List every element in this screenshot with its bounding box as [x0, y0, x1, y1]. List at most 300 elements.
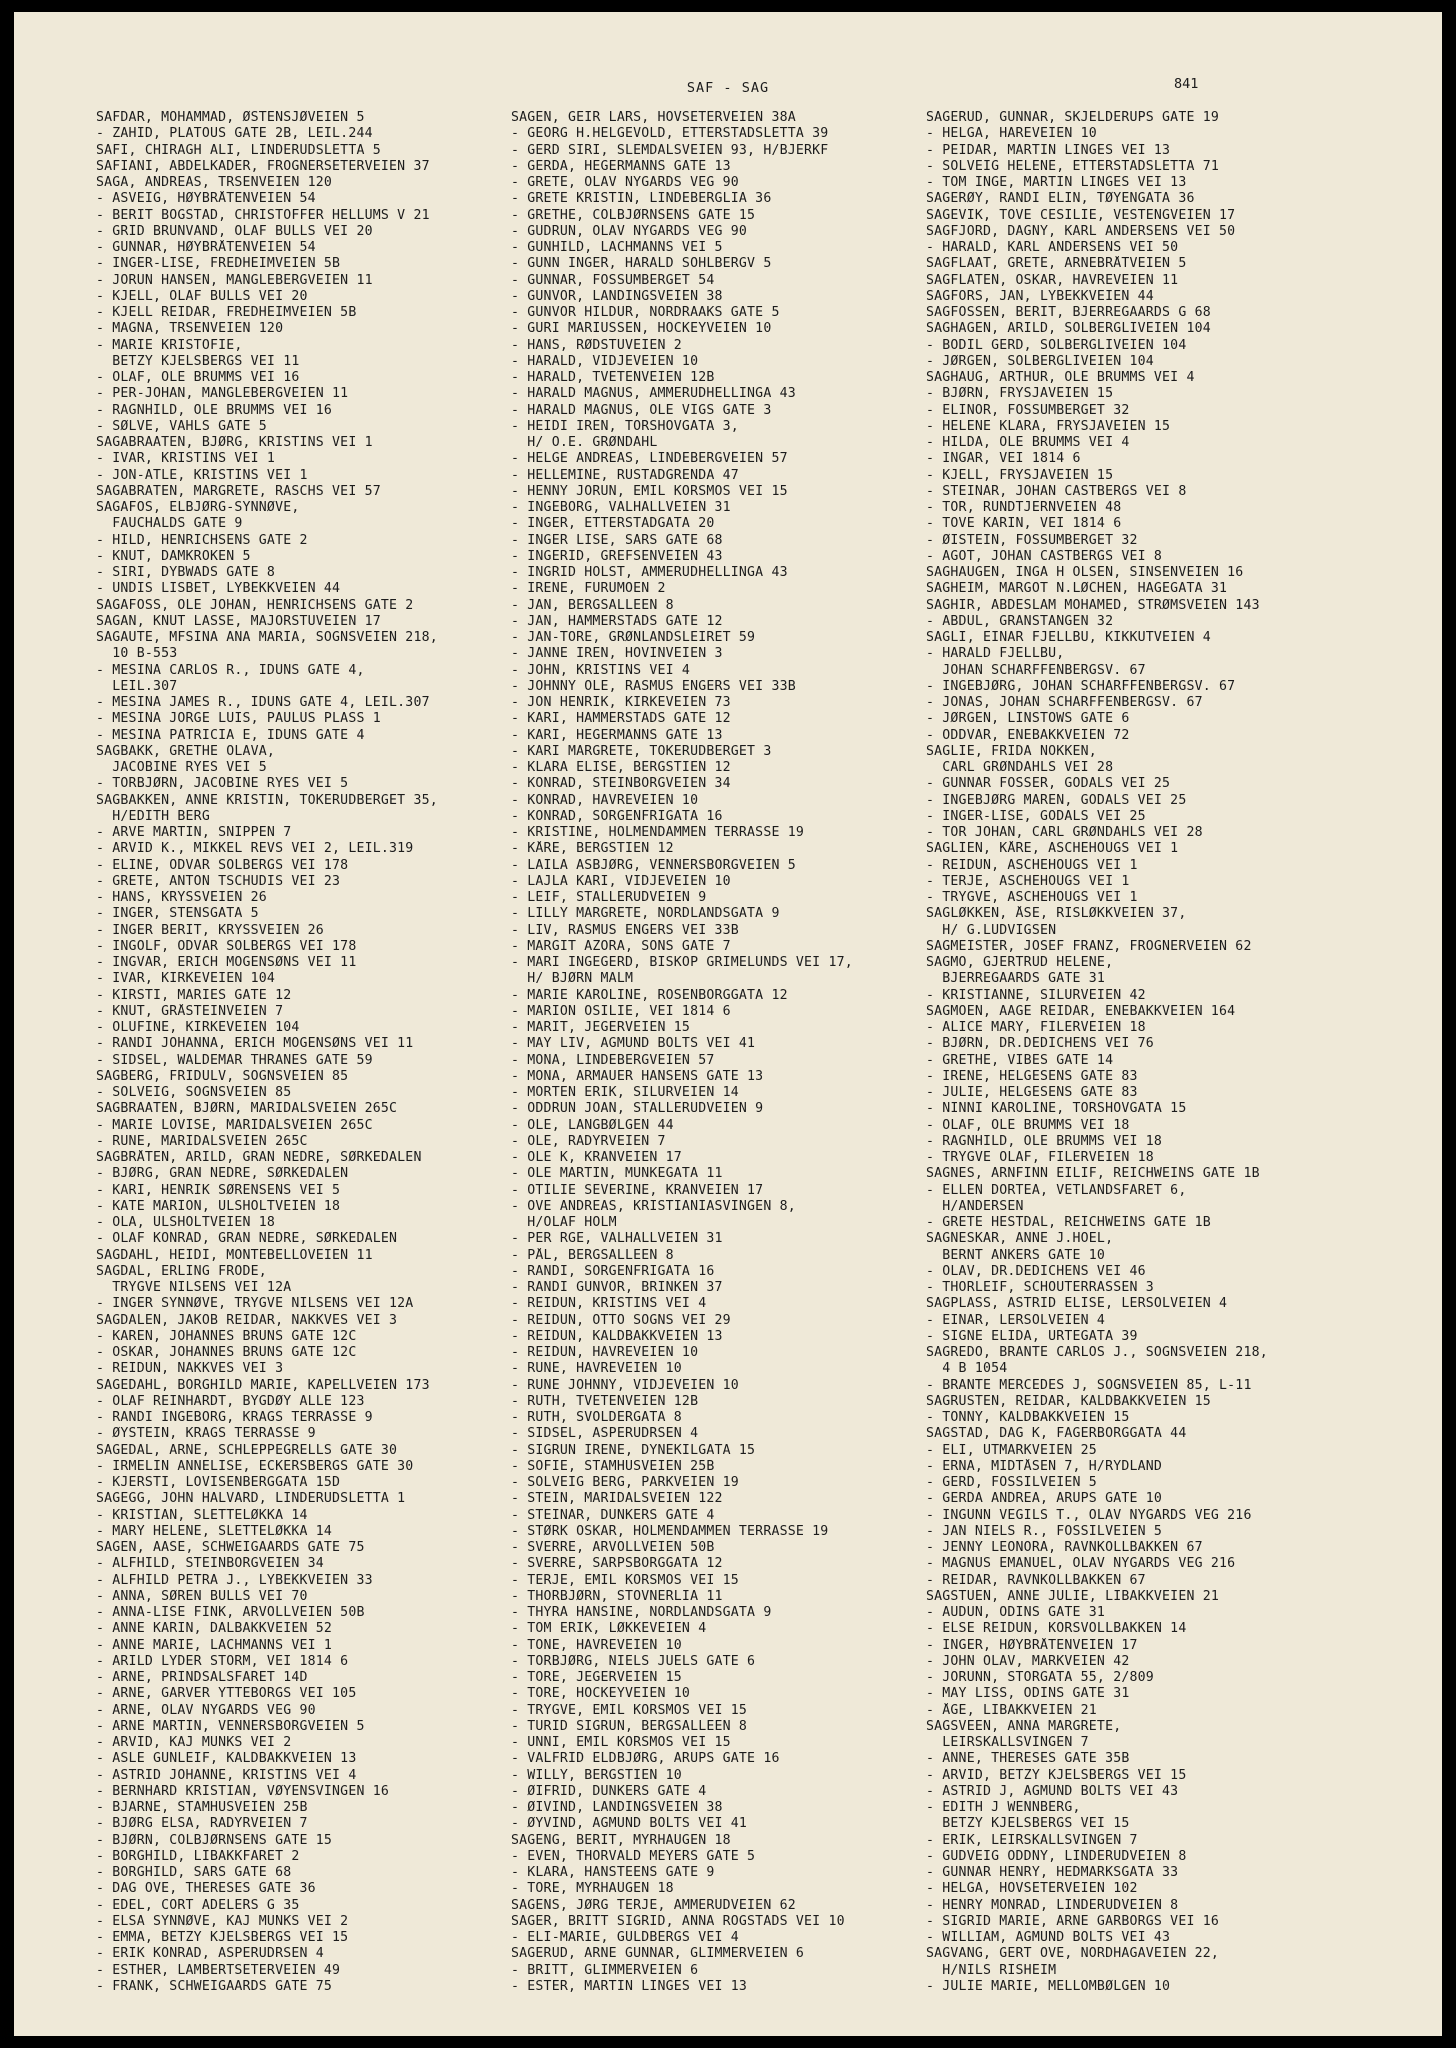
- directory-entry-line: SAGLØKKEN, ÅSE, RISLØKKVEIEN 37,: [926, 906, 1187, 922]
- directory-entry-line: - KÅRE, BERGSTIEN 12: [511, 841, 674, 857]
- directory-entry-line: - JULIE, HELGESENS GATE 83: [926, 1085, 1138, 1100]
- directory-entry-line: - HARALD MAGNUS, OLE VIGS GATE 3: [511, 402, 772, 418]
- directory-entry-line: - ARNE MARTIN, VENNERSBORGVEIEN 5: [96, 1718, 365, 1734]
- directory-entry-line: SAGERUD, ARNE GUNNAR, GLIMMERVEIEN 6: [511, 1946, 805, 1962]
- directory-entry-line: SAGNESKAR, ANNE J.HOEL,: [926, 1231, 1114, 1247]
- directory-entry-line: - ØIVIND, LANDINGSVEIEN 38: [511, 1800, 723, 1815]
- directory-entry-line: - EDITH J WENNBERG,: [926, 1800, 1081, 1815]
- directory-entry-line: - AUDUN, ODINS GATE 31: [926, 1605, 1106, 1620]
- directory-entry-line: - ANNE, THERESES GATE 35B: [926, 1751, 1130, 1767]
- directory-entry-line: - MAY LIV, AGMUND BOLTS VEI 41: [511, 1036, 756, 1052]
- page-number: 841: [1174, 76, 1199, 92]
- directory-entry-line: LEIRSKALLSVINGEN 7: [926, 1735, 1089, 1750]
- directory-entry-line: - THORLEIF, SCHOUTERRASSEN 3: [926, 1280, 1154, 1295]
- directory-entry-line: 4 B 1054: [926, 1361, 1008, 1377]
- directory-entry-line: - MARION OSILIE, VEI 1814 6: [511, 1003, 731, 1019]
- directory-entry-line: - INGER LISE, SARS GATE 68: [511, 532, 723, 548]
- directory-entry-line: - HELGA, HOVSETERVEIEN 102: [926, 1881, 1138, 1897]
- directory-entry-line: H/EDITH BERG: [96, 808, 210, 824]
- directory-entry-line: - INGER-LISE, FREDHEIMVEIEN 5B: [96, 256, 341, 272]
- directory-entry-line: SAGHEIM, MARGOT N.LØCHEN, HAGEGATA 31: [926, 581, 1228, 597]
- directory-entry-line: - REIDUN, OTTO SOGNS VEI 29: [511, 1312, 731, 1328]
- directory-entry-line: - KONRAD, HAVREVEIEN 10: [511, 792, 699, 808]
- directory-entry-line: - JØRGEN, LINSTOWS GATE 6: [926, 711, 1130, 727]
- directory-entry-line: - JORUN HANSEN, MANGLEBERGVEIEN 11: [96, 272, 373, 288]
- directory-entry-line: - KNUT, DAMKROKEN 5: [96, 548, 251, 564]
- directory-entry-line: - SVERRE, ARVOLLVEIEN 50B: [511, 1540, 715, 1555]
- directory-entry-line: SAGABRAATEN, BJØRG, KRISTINS VEI 1: [96, 435, 373, 450]
- directory-entry-line: TRYGVE NILSENS VEI 12A: [96, 1280, 292, 1295]
- directory-entry-line: - BODIL GERD, SOLBERGLIVEIEN 104: [926, 337, 1187, 353]
- directory-entry-line: - ALICE MARY, FILERVEIEN 18: [926, 1020, 1146, 1035]
- directory-entry-line: - INGVAR, ERICH MOGENSØNS VEI 11: [96, 955, 357, 970]
- directory-entry-line: - JENNY LEONORA, RAVNKOLLBAKKEN 67: [926, 1540, 1203, 1555]
- column-3: [926, 110, 1346, 1995]
- directory-entry-line: SAGDALEN, JAKOB REIDAR, NAKKVES VEI 3: [96, 1312, 398, 1328]
- directory-entry-line: - TOM INGE, MARTIN LINGES VEI 13: [926, 175, 1187, 190]
- directory-entry-line: SAGFJORD, DAGNY, KARL ANDERSENS VEI 50: [926, 223, 1236, 239]
- directory-entry-line: SAGBERG, FRIDULV, SOGNSVEIEN 85: [96, 1068, 349, 1084]
- directory-entry-line: SAGFORS, JAN, LYBEKKVEIEN 44: [926, 288, 1154, 304]
- directory-entry-line: - ELLEN DORTEA, VETLANDSFARET 6,: [926, 1182, 1187, 1198]
- directory-entry-line: - MAY LISS, ODINS GATE 31: [926, 1686, 1130, 1702]
- directory-entry-line: - BERNHARD KRISTIAN, VØYENSVINGEN 16: [96, 1783, 390, 1799]
- directory-entry-line: - INGOLF, ODVAR SOLBERGS VEI 178: [96, 938, 357, 954]
- directory-entry-line: - GUNVOR HILDUR, NORDRAAKS GATE 5: [511, 305, 780, 320]
- directory-entry-line: - IRENE, FURUMOEN 2: [511, 581, 666, 597]
- directory-entry-line: SAGMO, GJERTRUD HELENE,: [926, 955, 1114, 970]
- directory-entry-line: - RUNE JOHNNY, VIDJEVEIEN 10: [511, 1377, 739, 1393]
- directory-entry-line: - OLAF REINHARDT, BYGDØY ALLE 123: [96, 1393, 365, 1409]
- directory-entry-line: - INGER, ETTERSTADGATA 20: [511, 516, 715, 532]
- directory-entry-line: - OLE, LANGBØLGEN 44: [511, 1117, 674, 1133]
- directory-entry-line: - OSKAR, JOHANNES BRUNS GATE 12C: [96, 1345, 357, 1360]
- directory-entry-line: - TORE, HOCKEYVEIEN 10: [511, 1686, 691, 1702]
- directory-entry-line: SAFDAR, MOHAMMAD, ØSTENSJØVEIEN 5: [96, 110, 365, 125]
- directory-entry-line: - GUNN INGER, HARALD SOHLBERGV 5: [511, 256, 772, 272]
- directory-entry-line: SAGEVIK, TOVE CESILIE, VESTENGVEIEN 17: [926, 207, 1236, 223]
- directory-entry-line: - SIDSEL, ASPERUDRSEN 4: [511, 1426, 699, 1442]
- directory-entry-line: - JON-ATLE, KRISTINS VEI 1: [96, 467, 308, 483]
- directory-entry-line: - INGERID, GREFSENVEIEN 43: [511, 548, 723, 564]
- directory-entry-line: - AGOT, JOHAN CASTBERGS VEI 8: [926, 548, 1163, 564]
- directory-entry-line: SAGLIE, FRIDA NOKKEN,: [926, 743, 1097, 759]
- directory-entry-line: - BJØRG, GRAN NEDRE, SØRKEDALEN: [96, 1166, 349, 1182]
- directory-entry-line: - JORUNN, STORGATA 55, 2/809: [926, 1670, 1154, 1685]
- directory-entry-line: - HARALD, TVETENVEIEN 12B: [511, 370, 715, 385]
- directory-entry-line: - INGRID HOLST, AMMERUDHELLINGA 43: [511, 565, 788, 580]
- directory-entry-line: - ØYVIND, AGMUND BOLTS VEI 41: [511, 1816, 748, 1832]
- directory-entry-line: - MARY HELENE, SLETTELØKKA 14: [96, 1523, 333, 1539]
- directory-entry-line: - RANDI GUNVOR, BRINKEN 37: [511, 1280, 723, 1295]
- directory-entry-line: - GRETE, OLAV NYGARDS VEG 90: [511, 175, 739, 190]
- directory-entry-line: - JAN, BERGSALLEEN 8: [511, 597, 674, 613]
- directory-entry-line: - INGER, HØYBRÅTENVEIEN 17: [926, 1637, 1138, 1653]
- directory-entry-line: - INGUNN VEGILS T., OLAV NYGARDS VEG 216: [926, 1507, 1252, 1523]
- directory-entry-line: - KONRAD, STEINBORGVEIEN 34: [511, 776, 731, 792]
- directory-entry-line: - IRENE, HELGESENS GATE 83: [926, 1068, 1138, 1084]
- directory-entry-line: BETZY KJELSBERGS VEI 11: [96, 353, 300, 369]
- directory-entry-line: - GUNNAR, HØYBRÅTENVEIEN 54: [96, 240, 316, 255]
- directory-entry-line: - DAG OVE, THERESES GATE 36: [96, 1881, 316, 1897]
- directory-entry-line: - ESTHER, LAMBERTSETERVEIEN 49: [96, 1962, 341, 1978]
- directory-entry-line: - RUNE, HAVREVEIEN 10: [511, 1361, 682, 1377]
- directory-entry-line: - MARIE KAROLINE, ROSENBORGGATA 12: [511, 987, 788, 1003]
- directory-entry-line: - TERJE, ASCHEHOUGS VEI 1: [926, 873, 1130, 889]
- directory-entry-line: SAFIANI, ABDELKADER, FROGNERSETERVEIEN 37: [96, 158, 430, 174]
- directory-entry-line: - REIDUN, NAKKVES VEI 3: [96, 1361, 284, 1377]
- directory-entry-line: - HELGE ANDREAS, LINDEBERGVEIEN 57: [511, 451, 788, 467]
- directory-entry-line: - INGAR, VEI 1814 6: [926, 451, 1081, 467]
- directory-entry-line: - MARI INGEGERD, BISKOP GRIMELUNDS VEI 17,: [511, 955, 853, 970]
- directory-entry-line: SAGSVEEN, ANNA MARGRETE,: [926, 1718, 1122, 1734]
- directory-entry-line: - PEIDAR, MARTIN LINGES VEI 13: [926, 142, 1171, 158]
- directory-entry-line: SAGNES, ARNFINN EILIF, REICHWEINS GATE 1B: [926, 1166, 1260, 1182]
- directory-entry-line: - SIDSEL, WALDEMAR THRANES GATE 59: [96, 1052, 373, 1068]
- directory-entry-line: SAGHAUGEN, INGA H OLSEN, SINSENVEIEN 16: [926, 565, 1244, 580]
- directory-entry-line: JACOBINE RYES VEI 5: [96, 760, 267, 775]
- column-2: [511, 110, 931, 1995]
- directory-entry-line: - BERIT BOGSTAD, CHRISTOFFER HELLUMS V 21: [96, 207, 430, 223]
- directory-entry-line: - MARIE LOVISE, MARIDALSVEIEN 265C: [96, 1117, 373, 1133]
- directory-entry-line: - LIV, RASMUS ENGERS VEI 33B: [511, 922, 739, 938]
- directory-entry-line: - HARALD, VIDJEVEIEN 10: [511, 353, 699, 369]
- directory-entry-line: - SIGRUN IRENE, DYNEKILGATA 15: [511, 1442, 756, 1458]
- directory-entry-line: - BJØRN, DR.DEDICHENS VEI 76: [926, 1036, 1154, 1052]
- directory-entry-line: - OLAF, OLE BRUMMS VEI 16: [96, 370, 300, 385]
- directory-entry-line: SAGHIR, ABDESLAM MOHAMED, STRØMSVEIEN 143: [926, 597, 1260, 613]
- directory-entry-line: - IVAR, KRISTINS VEI 1: [96, 451, 276, 467]
- directory-entry-line: SAGHAUG, ARTHUR, OLE BRUMMS VEI 4: [926, 370, 1195, 385]
- directory-entry-line: - JØRGEN, SOLBERGLIVEIEN 104: [926, 353, 1154, 369]
- directory-entry-line: - STEINAR, DUNKERS GATE 4: [511, 1507, 715, 1523]
- directory-entry-line: - GUNNAR, FOSSUMBERGET 54: [511, 272, 715, 288]
- directory-entry-line: - KJELL, FRYSJAVEIEN 15: [926, 467, 1114, 483]
- directory-entry-line: - HARALD FJELLBU,: [926, 646, 1065, 662]
- directory-entry-line: SAGBAKK, GRETHE OLAVA,: [96, 743, 276, 759]
- directory-entry-line: - OLE K, KRANVEIEN 17: [511, 1150, 682, 1165]
- directory-entry-line: - MESINA JAMES R., IDUNS GATE 4, LEIL.307: [96, 695, 430, 710]
- directory-entry-line: SAGRUSTEN, REIDAR, KALDBAKKVEIEN 15: [926, 1393, 1211, 1409]
- directory-entry-line: - STEIN, MARIDALSVEIEN 122: [511, 1491, 723, 1507]
- directory-entry-line: - ERIK, LEIRSKALLSVINGEN 7: [926, 1832, 1138, 1848]
- directory-entry-line: - KNUT, GRÅSTEINVEIEN 7: [96, 1003, 284, 1019]
- directory-entry-line: - SOLVEIG HELENE, ETTERSTADSLETTA 71: [926, 158, 1220, 174]
- directory-entry-line: SAGABRATEN, MARGRETE, RASCHS VEI 57: [96, 483, 381, 499]
- directory-entry-line: - OLAF KONRAD, GRAN NEDRE, SØRKEDALEN: [96, 1231, 398, 1247]
- directory-entry-line: - HEIDI IREN, TORSHOVGATA 3,: [511, 418, 739, 434]
- directory-entry-line: - TURID SIGRUN, BERGSALLEEN 8: [511, 1718, 748, 1734]
- directory-entry-line: - ELSA SYNNØVE, KAJ MUNKS VEI 2: [96, 1913, 349, 1929]
- directory-entry-line: - REIDUN, KALDBAKKVEIEN 13: [511, 1328, 723, 1344]
- directory-entry-line: - TORBJØRN, JACOBINE RYES VEI 5: [96, 776, 349, 792]
- directory-entry-line: SAGFLAAT, GRETE, ARNEBRÅTVEIEN 5: [926, 256, 1187, 272]
- directory-entry-line: - GRID BRUNVAND, OLAF BULLS VEI 20: [96, 223, 373, 239]
- directory-entry-line: - OLA, ULSHOLTVEIEN 18: [96, 1215, 276, 1230]
- directory-entry-line: - INGEBJØRG MAREN, GODALS VEI 25: [926, 792, 1187, 808]
- directory-entry-line: SAGENG, BERIT, MYRHAUGEN 18: [511, 1832, 731, 1848]
- directory-entry-line: - LEIF, STALLERUDVEIEN 9: [511, 890, 707, 905]
- directory-entry-line: SAGERUD, GUNNAR, SKJELDERUPS GATE 19: [926, 110, 1220, 125]
- directory-entry-line: - OLAV, DR.DEDICHENS VEI 46: [926, 1263, 1146, 1279]
- directory-entry-line: - JONAS, JOHAN SCHARFFENBERGSV. 67: [926, 695, 1203, 710]
- directory-entry-line: SAGAUTE, MFSINA ANA MARIA, SOGNSVEIEN 218,: [96, 630, 438, 645]
- directory-entry-line: - ARNE, PRINDSALSFARET 14D: [96, 1670, 308, 1685]
- directory-entry-line: - SVERRE, SARPSBORGGATA 12: [511, 1556, 723, 1572]
- directory-entry-line: - ABDUL, GRANSTANGEN 32: [926, 613, 1114, 629]
- directory-entry-line: - EINAR, LERSOLVEIEN 4: [926, 1312, 1106, 1328]
- directory-entry-line: - HILDA, OLE BRUMMS VEI 4: [926, 435, 1130, 450]
- directory-entry-line: - BJARNE, STAMHUSVEIEN 25B: [96, 1800, 308, 1815]
- directory-entry-line: SAGPLASS, ASTRID ELISE, LERSOLVEIEN 4: [926, 1296, 1228, 1312]
- directory-entry-line: - GRETE, ANTON TSCHUDIS VEI 23: [96, 873, 341, 889]
- directory-entry-line: - ZAHID, PLATOUS GATE 2B, LEIL.244: [96, 126, 373, 142]
- directory-entry-line: - PÅL, BERGSALLEEN 8: [511, 1247, 674, 1263]
- directory-entry-line: - ASLE GUNLEIF, KALDBAKKVEIEN 13: [96, 1751, 357, 1767]
- directory-entry-line: - KRISTIANNE, SILURVEIEN 42: [926, 987, 1146, 1003]
- directory-entry-line: - SIGRID MARIE, ARNE GARBORGS VEI 16: [926, 1913, 1220, 1929]
- directory-entry-line: - MESINA CARLOS R., IDUNS GATE 4,: [96, 662, 365, 678]
- directory-entry-line: - MESINA JORGE LUIS, PAULUS PLASS 1: [96, 711, 381, 727]
- directory-entry-line: - ELI-MARIE, GULDBERGS VEI 4: [511, 1930, 739, 1945]
- directory-entry-line: 10 B-553: [96, 646, 178, 662]
- directory-entry-line: SAGDAL, ERLING FRODE,: [96, 1263, 267, 1279]
- directory-entry-line: - KJELL, OLAF BULLS VEI 20: [96, 288, 308, 304]
- directory-entry-line: - TOVE KARIN, VEI 1814 6: [926, 516, 1122, 532]
- directory-entry-line: - HANS, RØDSTUVEIEN 2: [511, 337, 682, 353]
- directory-entry-line: H/ G.LUDVIGSEN: [926, 922, 1057, 938]
- directory-entry-line: SAGEGG, JOHN HALVARD, LINDERUDSLETTA 1: [96, 1491, 406, 1507]
- directory-entry-line: SAGAFOS, ELBJØRG-SYNNØVE,: [96, 500, 300, 515]
- directory-entry-line: - KRISTINE, HOLMENDAMMEN TERRASSE 19: [511, 825, 805, 840]
- directory-entry-line: H/ANDERSEN: [926, 1198, 1024, 1214]
- directory-entry-line: SAFI, CHIRAGH ALI, LINDERUDSLETTA 5: [96, 142, 381, 158]
- directory-entry-line: SAGAN, KNUT LASSE, MAJORSTUVEIEN 17: [96, 613, 381, 629]
- directory-entry-line: - SOFIE, STAMHUSVEIEN 25B: [511, 1458, 715, 1474]
- directory-entry-line: - KRISTIAN, SLETTELØKKA 14: [96, 1507, 308, 1523]
- directory-entry-line: - INGEBORG, VALHALLVEIEN 31: [511, 500, 731, 515]
- directory-entry-line: - HELENE KLARA, FRYSJAVEIEN 15: [926, 418, 1171, 434]
- directory-entry-line: - UNDIS LISBET, LYBEKKVEIEN 44: [96, 581, 341, 597]
- directory-entry-line: SAGDAHL, HEIDI, MONTEBELLOVEIEN 11: [96, 1247, 373, 1263]
- directory-entry-line: - LILLY MARGRETE, NORDLANDSGATA 9: [511, 906, 780, 922]
- directory-entry-line: - TOR JOHAN, CARL GRØNDAHLS VEI 28: [926, 825, 1203, 840]
- directory-entry-line: - JON HENRIK, KIRKEVEIEN 73: [511, 695, 731, 710]
- directory-entry-line: BETZY KJELSBERGS VEI 15: [926, 1816, 1130, 1832]
- directory-entry-line: - ODDRUN JOAN, STALLERUDVEIEN 9: [511, 1101, 764, 1117]
- page-header-title: SAF - SAG: [686, 80, 770, 96]
- directory-entry-line: - KJELL REIDAR, FREDHEIMVEIEN 5B: [96, 305, 357, 320]
- directory-entry-line: - SIRI, DYBWADS GATE 8: [96, 565, 276, 580]
- directory-entry-line: - THYRA HANSINE, NORDLANDSGATA 9: [511, 1605, 772, 1620]
- directory-entry-line: - TOM ERIK, LØKKEVEIEN 4: [511, 1621, 707, 1637]
- directory-entry-line: - INGER SYNNØVE, TRYGVE NILSENS VEI 12A: [96, 1296, 414, 1312]
- directory-entry-line: - IVAR, KIRKEVEIEN 104: [96, 971, 276, 987]
- directory-entry-line: - STEINAR, JOHAN CASTBERGS VEI 8: [926, 483, 1187, 499]
- directory-entry-line: - ANNE MARIE, LACHMANNS VEI 1: [96, 1637, 333, 1653]
- directory-entry-line: - ASVEIG, HØYBRÅTENVEIEN 54: [96, 191, 316, 207]
- directory-entry-line: - ERIK KONRAD, ASPERUDRSEN 4: [96, 1946, 324, 1962]
- directory-entry-line: FAUCHALDS GATE 9: [96, 516, 243, 532]
- directory-entry-line: - KARI, HEGERMANNS GATE 13: [511, 727, 723, 743]
- directory-entry-line: - RUNE, MARIDALSVEIEN 265C: [96, 1133, 308, 1149]
- directory-entry-line: - LAILA ASBJØRG, VENNERSBORGVEIEN 5: [511, 857, 796, 873]
- directory-entry-line: H/OLAF HOLM: [511, 1215, 617, 1230]
- directory-entry-line: - SOLVEIG, SOGNSVEIEN 85: [96, 1085, 292, 1100]
- directory-entry-line: - OLUFINE, KIRKEVEIEN 104: [96, 1020, 300, 1035]
- directory-entry-line: - HENNY JORUN, EMIL KORSMOS VEI 15: [511, 483, 788, 499]
- directory-entry-line: - ØISTEIN, FOSSUMBERGET 32: [926, 532, 1138, 548]
- directory-entry-line: - ELI, UTMARKVEIEN 25: [926, 1442, 1097, 1458]
- directory-entry-line: - MONA, LINDEBERGVEIEN 57: [511, 1052, 715, 1068]
- directory-entry-line: SAGENS, JØRG TERJE, AMMERUDVEIEN 62: [511, 1897, 796, 1913]
- directory-entry-line: - JOHN OLAV, MARKVEIEN 42: [926, 1653, 1130, 1669]
- directory-entry-line: SAGLI, EINAR FJELLBU, KIKKUTVEIEN 4: [926, 630, 1211, 645]
- directory-entry-line: - KIRSTI, MARIES GATE 12: [96, 987, 292, 1003]
- directory-entry-line: - OLE MARTIN, MUNKEGATA 11: [511, 1166, 723, 1182]
- directory-entry-line: - HILD, HENRICHSENS GATE 2: [96, 532, 308, 548]
- directory-entry-line: - TRYGVE, EMIL KORSMOS VEI 15: [511, 1702, 748, 1718]
- directory-entry-line: SAGERØY, RANDI ELIN, TØYENGATA 36: [926, 191, 1195, 207]
- directory-entry-line: - TRYGVE OLAF, FILERVEIEN 18: [926, 1150, 1154, 1165]
- directory-entry-line: - TRYGVE, ASCHEHOUGS VEI 1: [926, 890, 1138, 905]
- directory-entry-line: - FRANK, SCHWEIGAARDS GATE 75: [96, 1978, 333, 1994]
- directory-entry-line: - ALFHILD PETRA J., LYBEKKVEIEN 33: [96, 1572, 373, 1588]
- directory-entry-line: - ARNE, OLAV NYGARDS VEG 90: [96, 1702, 316, 1718]
- directory-entry-line: - ODDVAR, ENEBAKKVEIEN 72: [926, 727, 1130, 743]
- directory-entry-line: - GUNNAR HENRY, HEDMARKSGATA 33: [926, 1865, 1179, 1880]
- directory-entry-line: - MARGIT AZORA, SONS GATE 7: [511, 938, 731, 954]
- directory-entry-line: - KARI, HAMMERSTADS GATE 12: [511, 711, 731, 727]
- directory-entry-line: CARL GRØNDAHLS VEI 28: [926, 760, 1114, 775]
- directory-entry-line: - EMMA, BETZY KJELSBERGS VEI 15: [96, 1930, 349, 1945]
- directory-entry-line: - JAN, HAMMERSTADS GATE 12: [511, 613, 723, 629]
- directory-entry-line: - ØIFRID, DUNKERS GATE 4: [511, 1783, 707, 1799]
- directory-entry-line: - TORBJØRG, NIELS JUELS GATE 6: [511, 1653, 756, 1669]
- directory-entry-line: - RANDI INGEBORG, KRAGS TERRASSE 9: [96, 1410, 373, 1425]
- directory-entry-line: - ASTRID JOHANNE, KRISTINS VEI 4: [96, 1767, 357, 1783]
- directory-entry-line: - ÅGE, LIBAKKVEIEN 21: [926, 1702, 1097, 1718]
- directory-entry-line: SAGSTAD, DAG K, FAGERBORGGATA 44: [926, 1426, 1187, 1442]
- directory-entry-line: - GRETHE, VIBES GATE 14: [926, 1052, 1114, 1068]
- directory-entry-line: - GUDRUN, OLAV NYGARDS VEG 90: [511, 223, 748, 239]
- directory-entry-line: - BJØRN, FRYSJAVEIEN 15: [926, 386, 1114, 402]
- directory-entry-line: - EVEN, THORVALD MEYERS GATE 5: [511, 1848, 756, 1864]
- directory-entry-line: - WILLIAM, AGMUND BOLTS VEI 43: [926, 1930, 1171, 1945]
- directory-entry-line: - PER-JOHAN, MANGLEBERGVEIEN 11: [96, 386, 349, 402]
- directory-entry-line: - MONA, ARMAUER HANSENS GATE 13: [511, 1068, 764, 1084]
- directory-entry-line: - OLE, RADYRVEIEN 7: [511, 1133, 666, 1149]
- directory-entry-line: - BRANTE MERCEDES J, SOGNSVEIEN 85, L-11: [926, 1377, 1252, 1393]
- directory-entry-line: - OLAF, OLE BRUMMS VEI 18: [926, 1117, 1130, 1133]
- directory-entry-line: - RANDI JOHANNA, ERICH MOGENSØNS VEI 11: [96, 1036, 414, 1052]
- directory-entry-line: SAGBAKKEN, ANNE KRISTIN, TOKERUDBERGET 35,: [96, 792, 438, 808]
- directory-entry-line: - TONNY, KALDBAKKVEIEN 15: [926, 1410, 1130, 1425]
- directory-entry-line: - GUNVOR, LANDINGSVEIEN 38: [511, 288, 723, 304]
- directory-entry-line: - ELINE, ODVAR SOLBERGS VEI 178: [96, 857, 349, 873]
- directory-entry-line: SAGAFOSS, OLE JOHAN, HENRICHSENS GATE 2: [96, 597, 414, 613]
- directory-entry-line: LEIL.307: [96, 678, 178, 694]
- directory-entry-line: - BRITT, GLIMMERVEIEN 6: [511, 1962, 699, 1978]
- directory-entry-line: - PER RGE, VALHALLVEIEN 31: [511, 1231, 723, 1247]
- directory-entry-line: - ARVID, BETZY KJELSBERGS VEI 15: [926, 1767, 1187, 1783]
- directory-entry-line: - ANNA, SØREN BULLS VEI 70: [96, 1588, 308, 1604]
- directory-entry-line: SAGREDO, BRANTE CARLOS J., SOGNSVEIEN 218,: [926, 1345, 1268, 1360]
- directory-entry-line: SAGMOEN, AAGE REIDAR, ENEBAKKVEIEN 164: [926, 1003, 1236, 1019]
- directory-entry-line: - ELSE REIDUN, KORSVOLLBAKKEN 14: [926, 1621, 1187, 1637]
- directory-entry-line: - INGEBJØRG, JOHAN SCHARFFENBERGSV. 67: [926, 678, 1236, 694]
- directory-entry-line: - INGER BERIT, KRYSSVEIEN 26: [96, 922, 324, 938]
- directory-entry-line: - MORTEN ERIK, SILURVEIEN 14: [511, 1085, 739, 1100]
- directory-entry-line: - INGER-LISE, GODALS VEI 25: [926, 808, 1146, 824]
- directory-entry-line: SAGEDAHL, BORGHILD MARIE, KAPELLVEIEN 173: [96, 1377, 430, 1393]
- directory-entry-line: - TOR, RUNDTJERNVEIEN 48: [926, 500, 1122, 515]
- directory-entry-line: - ELINOR, FOSSUMBERGET 32: [926, 402, 1130, 418]
- directory-entry-line: - RAGNHILD, OLE BRUMMS VEI 16: [96, 402, 333, 418]
- directory-entry-line: - KARI MARGRETE, TOKERUDBERGET 3: [511, 743, 772, 759]
- directory-entry-line: - GURI MARIUSSEN, HOCKEYVEIEN 10: [511, 321, 772, 337]
- directory-entry-line: SAGBRAATEN, BJØRN, MARIDALSVEIEN 265C: [96, 1101, 398, 1117]
- directory-entry-line: SAGFOSSEN, BERIT, BJERREGAARDS G 68: [926, 305, 1211, 320]
- directory-entry-line: - GUNNAR FOSSER, GODALS VEI 25: [926, 776, 1171, 792]
- directory-entry-line: - KARI, HENRIK SØRENSENS VEI 5: [96, 1182, 341, 1198]
- directory-entry-line: - EDEL, CORT ADELERS G 35: [96, 1897, 300, 1913]
- directory-entry-line: - TORE, JEGERVEIEN 15: [511, 1670, 682, 1685]
- directory-entry-line: H/ O.E. GRØNDAHL: [511, 435, 658, 450]
- directory-entry-line: - KONRAD, SORGENFRIGATA 16: [511, 808, 723, 824]
- directory-entry-line: - JOHN, KRISTINS VEI 4: [511, 662, 691, 678]
- directory-entry-line: SAGMEISTER, JOSEF FRANZ, FROGNERVEIEN 62: [926, 938, 1252, 954]
- directory-entry-line: - HARALD, KARL ANDERSENS VEI 50: [926, 240, 1179, 255]
- directory-entry-line: - TERJE, EMIL KORSMOS VEI 15: [511, 1572, 739, 1588]
- directory-entry-line: JOHAN SCHARFFENBERGSV. 67: [926, 662, 1146, 678]
- directory-entry-line: - GEORG H.HELGEVOLD, ETTERSTADSLETTA 39: [511, 126, 829, 142]
- directory-entry-line: - VALFRID ELDBJØRG, ARUPS GATE 16: [511, 1751, 780, 1767]
- directory-entry-line: - MARIT, JEGERVEIEN 15: [511, 1020, 691, 1035]
- directory-entry-line: - JAN NIELS R., FOSSILVEIEN 5: [926, 1523, 1163, 1539]
- directory-entry-line: - THORBJØRN, STOVNERLIA 11: [511, 1588, 723, 1604]
- directory-entry-line: - LAJLA KARI, VIDJEVEIEN 10: [511, 873, 731, 889]
- directory-entry-line: - TORE, MYRHAUGEN 18: [511, 1881, 674, 1897]
- directory-entry-line: - RUTH, SVOLDERGATA 8: [511, 1410, 682, 1425]
- directory-entry-line: - KATE MARION, ULSHOLTVEIEN 18: [96, 1198, 341, 1214]
- directory-entry-line: SAGA, ANDREAS, TRSENVEIEN 120: [96, 175, 333, 190]
- directory-entry-line: SAGFLATEN, OSKAR, HAVREVEIEN 11: [926, 272, 1179, 288]
- directory-entry-line: - OTILIE SEVERINE, KRANVEIEN 17: [511, 1182, 764, 1198]
- directory-entry-line: SAGLIEN, KÅRE, ASCHEHOUGS VEI 1: [926, 841, 1179, 857]
- directory-entry-line: - BJØRN, COLBJØRNSENS GATE 15: [96, 1832, 333, 1848]
- directory-entry-line: - HELLEMINE, RUSTADGRENDA 47: [511, 467, 739, 483]
- directory-entry-line: - KLARA, HANSTEENS GATE 9: [511, 1865, 715, 1880]
- directory-entry-line: - SIGNE ELIDA, URTEGATA 39: [926, 1328, 1138, 1344]
- directory-entry-line: - ARVID K., MIKKEL REVS VEI 2, LEIL.319: [96, 841, 414, 857]
- directory-entry-line: SAGEDAL, ARNE, SCHLEPPEGRELLS GATE 30: [96, 1442, 398, 1458]
- directory-entry-line: SAGER, BRITT SIGRID, ANNA ROGSTADS VEI 10: [511, 1913, 845, 1929]
- directory-entry-line: - KLARA ELISE, BERGSTIEN 12: [511, 760, 731, 775]
- directory-entry-line: BERNT ANKERS GATE 10: [926, 1247, 1106, 1263]
- directory-entry-line: SAGEN, GEIR LARS, HOVSETERVEIEN 38A: [511, 110, 796, 125]
- directory-entry-line: - OVE ANDREAS, KRISTIANIASVINGEN 8,: [511, 1198, 796, 1214]
- directory-entry-line: BJERREGAARDS GATE 31: [926, 971, 1106, 987]
- directory-entry-line: - GRETE HESTDAL, REICHWEINS GATE 1B: [926, 1215, 1211, 1230]
- directory-entry-line: - REIDUN, HAVREVEIEN 10: [511, 1345, 699, 1360]
- directory-entry-line: - REIDUN, ASCHEHOUGS VEI 1: [926, 857, 1138, 873]
- directory-entry-line: - REIDAR, RAVNKOLLBAKKEN 67: [926, 1572, 1146, 1588]
- directory-entry-line: - GRETHE, COLBJØRNSENS GATE 15: [511, 207, 756, 223]
- directory-entry-line: - NINNI KAROLINE, TORSHOVGATA 15: [926, 1101, 1187, 1117]
- directory-entry-line: - GERDA, HEGERMANNS GATE 13: [511, 158, 731, 174]
- directory-entry-line: - WILLY, BERGSTIEN 10: [511, 1767, 682, 1783]
